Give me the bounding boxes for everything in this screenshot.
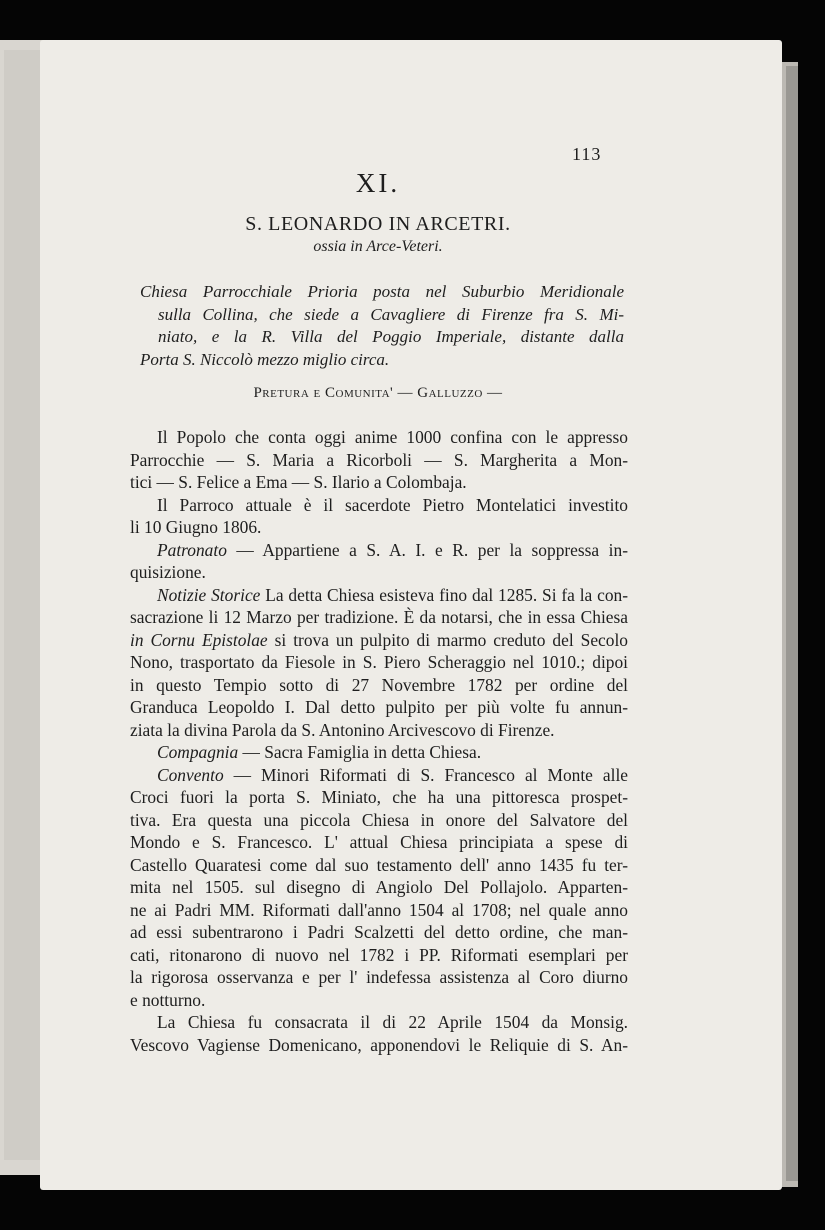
text-line: ne ai Padri MM. Riformati dall'anno 1504 al 1708; nel quale anno: [130, 899, 628, 920]
text-line: La Chiesa fu consacrata il di 22 Aprile 1504 da Monsig.: [157, 1012, 628, 1032]
text-line: Castello Quaratesi come dal suo testamento dell' anno 1435 fu ter-: [130, 854, 628, 875]
text-line: Parrocchie — S. Maria a Ricorboli — S. Margherita a Mon-: [130, 449, 628, 470]
text-line: Patronato — Appartiene a S. A. I. e R. per la soppressa in-: [157, 539, 628, 560]
body-text: [130, 426, 628, 1056]
text-line: Croci fuori la porta S. Miniato, che ha una pittoresca prospet-: [130, 787, 628, 807]
text-line: Il Parroco attuale è il sacerdote Pietro Montelatici investito: [157, 494, 628, 515]
section-heading: Pretura e Comunita' — Galluzzo —: [253, 385, 503, 401]
text-line: in questo Tempio sotto di 27 Novembre 1782 per ordine del: [130, 674, 628, 695]
text-line: e notturno.: [130, 989, 206, 1010]
text-line: Nono, trasportato da Fiesole in S. Piero Scheraggio nel 1010.; dipoi: [130, 652, 628, 672]
text-line: Mondo e S. Francesco. L' attual Chiesa principiata a spese di: [130, 832, 628, 852]
text-line: Vescovo Vagiense Domenicano, apponendovi le Reliquie di S. An-: [130, 1034, 628, 1055]
label-convento: Convento: [157, 764, 224, 785]
page-title: S. LEONARDO IN ARCETRI.: [245, 213, 511, 235]
text-line: tici — S. Felice a Ema — S. Ilario a Colombaja.: [130, 472, 467, 492]
label-cornu: in Cornu Epistolae: [130, 629, 268, 650]
text-line: Granduca Leopoldo I. Dal detto pulpito per più volte fu annun-: [130, 697, 628, 717]
text-line: mita nel 1505. sul disegno di Angiolo Del Pollajolo. Apparten-: [130, 877, 628, 897]
intro-paragraph: [140, 281, 624, 371]
page-number: 113: [572, 144, 602, 164]
text-line: Il Popolo che conta oggi anime 1000 confina con le appresso: [157, 427, 628, 447]
text-line: la rigorosa osservanza e per l' indefessa assistenza al Coro diurno: [130, 967, 628, 987]
text-line: ad essi subentrarono i Padri Scalzetti del detto ordine, che man-: [130, 922, 628, 942]
text-line: sacrazione li 12 Marzo per tradizione. È da notarsi, che in essa Chiesa: [130, 607, 628, 627]
chapter-heading: XI.: [355, 168, 401, 198]
text-line: ziata la divina Parola da S. Antonino Arcivescovo di Firenze.: [130, 719, 555, 740]
text-line: Notizie Storice La detta Chiesa esisteva fino dal 1285. Si fa la con-: [157, 584, 629, 605]
text-line: cati, ritonarono di nuovo nel 1782 i PP. Riformati esemplari per: [130, 944, 628, 965]
page-subtitle: ossia in Arce-Veteri.: [313, 238, 443, 255]
intro-line: niato, e la R. Villa del Poggio Imperiale, distante dalla: [158, 327, 624, 346]
label-compagnia: Compagnia: [157, 742, 239, 762]
intro-line: Chiesa Parrocchiale Prioria posta nel Suburbio Meridionale: [140, 282, 624, 301]
text-line: in Cornu Epistolae si trova un pulpito di marmo creduto del Secolo: [130, 629, 628, 650]
intro-line: Porta S. Niccolò mezzo miglio circa.: [140, 349, 390, 369]
text-line: Convento — Minori Riformati di S. Francesco al Monte alle: [157, 764, 628, 785]
intro-line: sulla Collina, che siede a Cavagliere di Firenze fra S. Mi-: [158, 304, 624, 324]
text-line: quisizione.: [130, 562, 206, 582]
text-line: li 10 Giugno 1806.: [130, 517, 262, 537]
label-notizie: Notizie Storice: [157, 584, 261, 605]
label-patronato: Patronato: [157, 539, 227, 560]
text-line: Compagnia — Sacra Famiglia in detta Chiesa.: [157, 742, 482, 762]
text-line: tiva. Era questa una piccola Chiesa in onore del Salvatore del: [130, 809, 628, 830]
